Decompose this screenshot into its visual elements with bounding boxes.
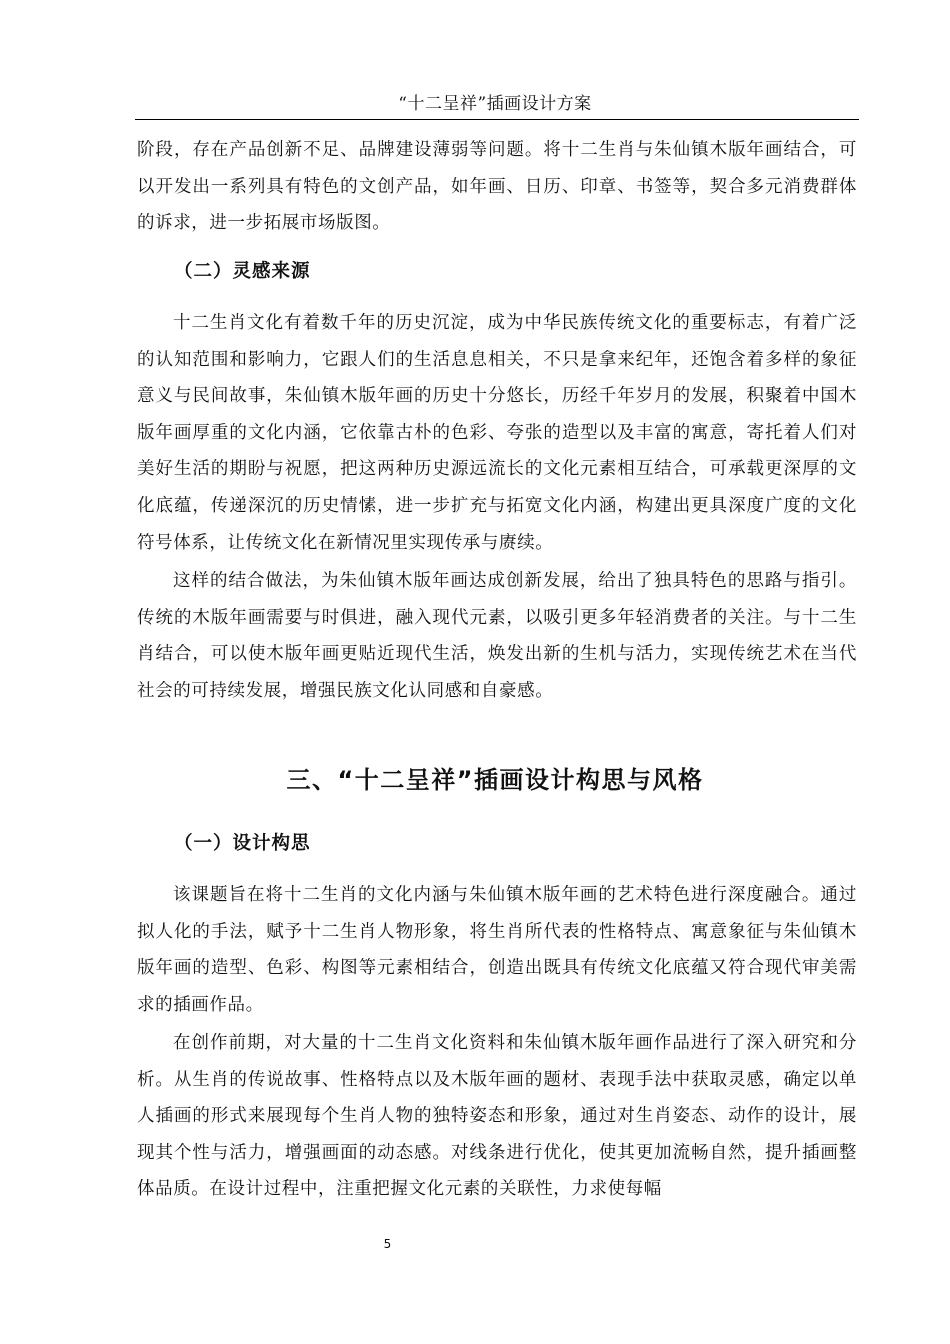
paragraph-zodiac-culture: 十二生肖文化有着数千年的历史沉淀，成为中华民族传统文化的重要标志，有着广泛的认知范围和影响力，它跟人们的生活息息相关，不只是拿来纪年，还饱含着多样的象征意义与民间故事，朱仙镇木版年画的历史十分悠长，历经千年岁月的发展，积聚着中国木版年画厚重的文化内涵，它依靠古朴的色彩、夸张的造型以及丰富的寓意，寄托着人们对美好生活的期盼与祝愿，把这两种历史源远流长的文化元素相互结合，可承载更深厚的文化底蕴，传递深沉的历史情愫，进一步扩充与拓宽文化内涵，构建出更具深度广度的文化符号体系，让传统文化在新情况里实现传承与赓续。	[137, 313, 857, 553]
subheading-design-concept: （一）设计构思	[174, 833, 311, 854]
header-divider	[135, 119, 859, 120]
page-header-title: “十二呈祥”插画设计方案	[398, 94, 592, 114]
subheading-inspiration-source: （二）灵感来源	[174, 261, 311, 282]
paragraph-market-continuation: 阶段，存在产品创新不足、品牌建设薄弱等问题。将十二生肖与朱仙镇木版年画结合，可以开发出一系列具有特色的文创产品，如年画、日历、印章、书签等，契合多元消费群体的诉求，进一步拓展市场版图。	[137, 140, 857, 234]
paragraph-combination-approach: 这样的结合做法，为朱仙镇木版年画达成创新发展，给出了独具特色的思路与指引。传统的木版年画需要与时俱进，融入现代元素，以吸引更多年轻消费者的关注。与十二生肖结合，可以使木版年画更贴近现代生活，焕发出新的生机与活力，实现传统艺术在当代社会的可持续发展，增强民族文化认同感和自豪感。	[137, 571, 857, 701]
paragraph-design-purpose: 该课题旨在将十二生肖的文化内涵与朱仙镇木版年画的艺术特色进行深度融合。通过拟人化的手法，赋予十二生肖人物形象，将生肖所代表的性格特点、寓意象征与朱仙镇木版年画的造型、色彩、构图等元素相结合，创造出既具有传统文化底蕴又符合现代审美需求的插画作品。	[137, 885, 857, 1015]
page-number: 5	[383, 1237, 392, 1251]
section-title-design-concept-style: 三、“十二呈祥”插画设计构思与风格	[286, 766, 704, 794]
paragraph-creative-process: 在创作前期，对大量的十二生肖文化资料和朱仙镇木版年画作品进行了深入研究和分析。从生肖的传说故事、性格特点以及木版年画的题材、表现手法中获取灵感，确定以单人插画的形式来展现每个生肖人物的独特姿态和形象，通过对生肖姿态、动作的设计，展现其个性与活力，增强画面的动态感。对线条进行优化，使其更加流畅自然，提升插画整体品质。在设计过程中，注重把握文化元素的关联性，力求使每幅	[137, 1033, 857, 1200]
